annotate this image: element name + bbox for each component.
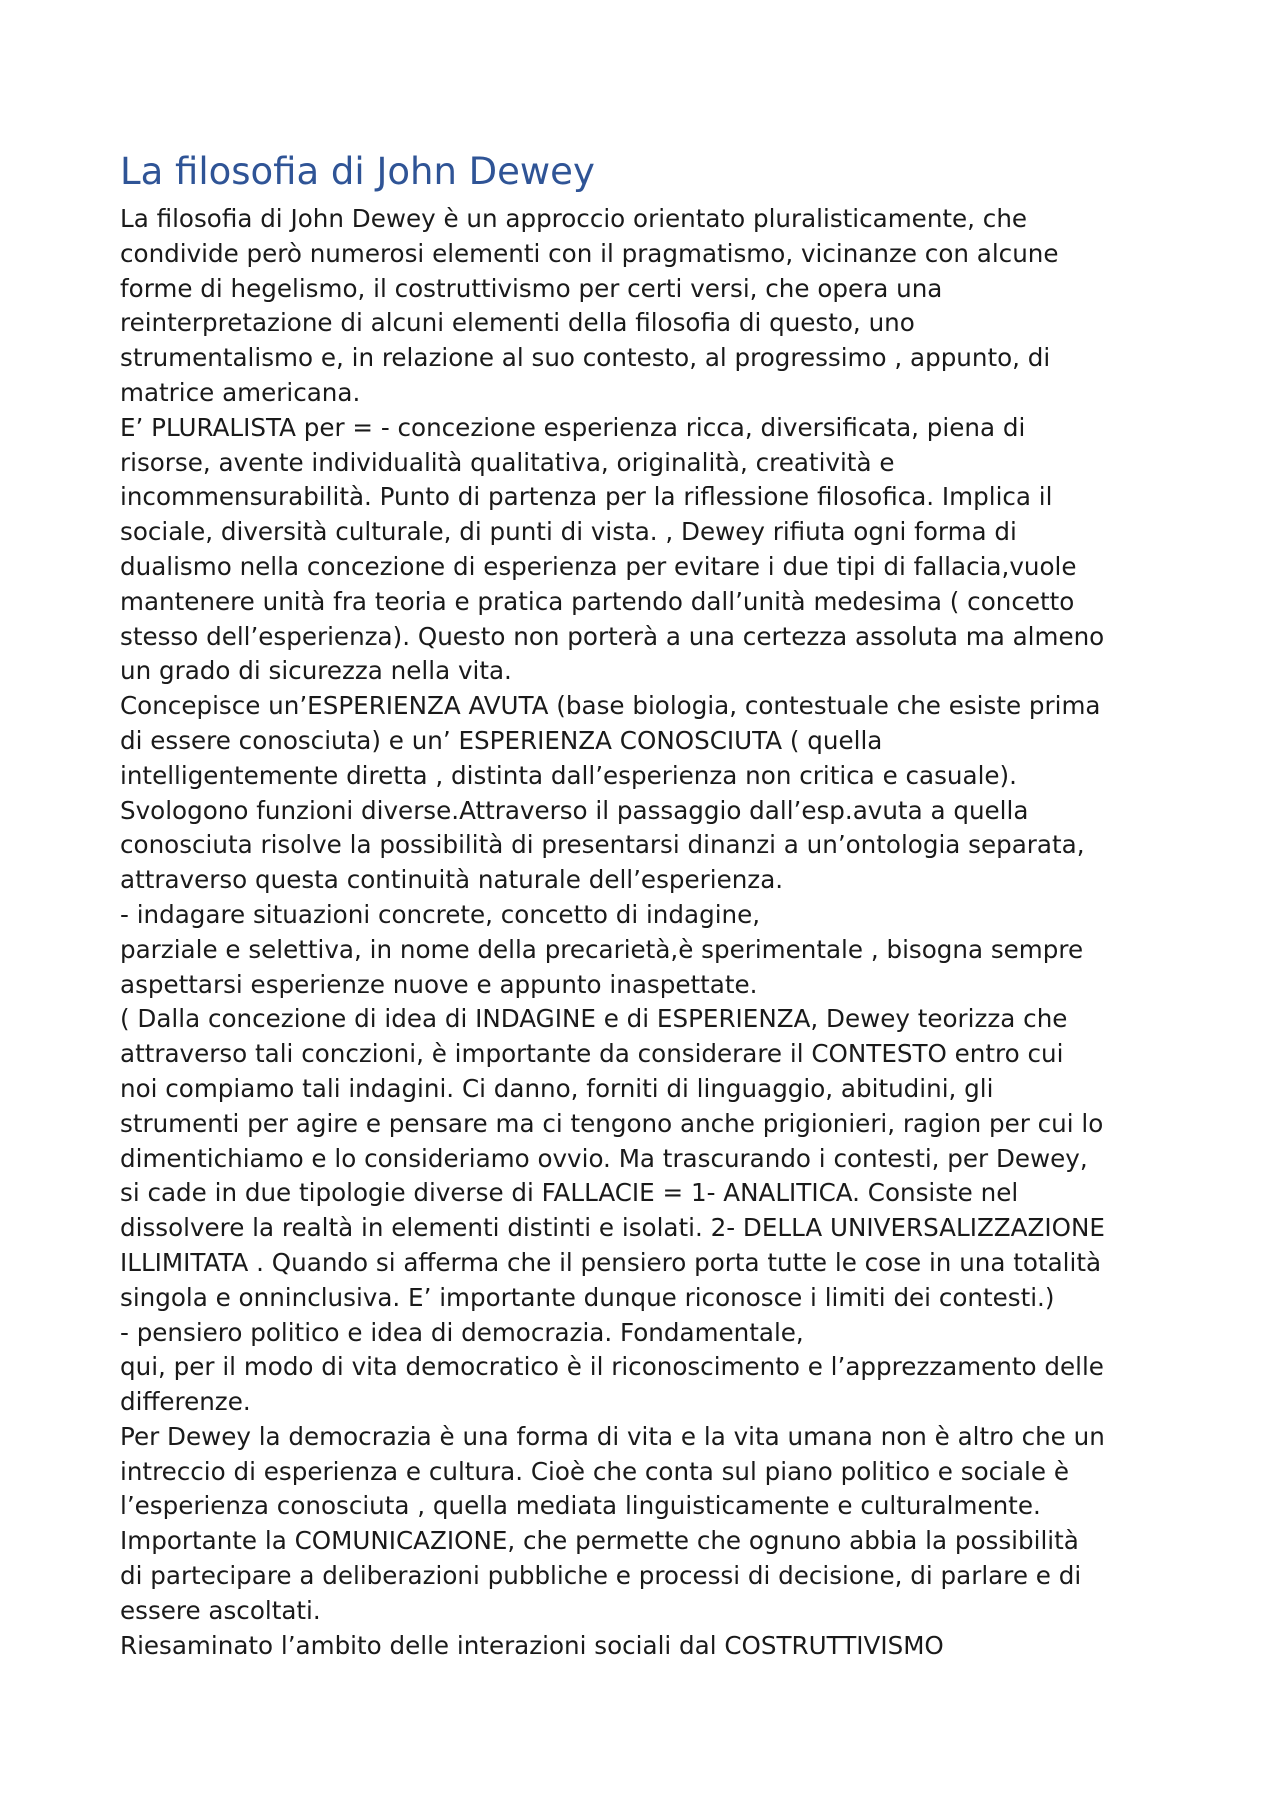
- paragraph-politico: - pensiero politico e idea di democrazia. Fondamentale, qui, per il modo di vita democratico è il riconoscimento e l’apprezzamento delle differenze.: [120, 1317, 1104, 1417]
- paragraph-pluralista: E’ PLURALISTA per = - concezione esperienza ricca, diversificata, piena di risorse, avente individualità qualitativa, originalità, creatività e incommensurabilità. Punto di partenza per la riflessione filosofica. Implica il sociale, diversità culturale, di punti di vista. , Dewey rifiuta ogni forma di dualismo nella concezione di esperienza per evitare i due tipi di fallacia,vuole mantenere unità fra teoria e pratica partendo dall’unità medesima ( concetto stesso dell’esperienza). Questo non porterà a una certezza assoluta ma almeno un grado di sicurezza nella vita.: [120, 412, 1105, 686]
- document-body: [120, 202, 1170, 1663]
- paragraph-esperienza: Concepisce un’ESPERIENZA AVUTA (base biologia, contestuale che esiste prima di essere conosciuta) e un’ ESPERIENZA CONOSCIUTA ( quella intelligentemente diretta , distinta dall’esperienza non critica e casuale). Svologono funzioni diverse.Attraverso il passaggio dall’esp.avuta a quella conosciuta risolve la possibilità di presentarsi dinanzi a un’ontologia separata, attraverso questa continuità naturale dell’esperienza.: [120, 691, 1101, 895]
- paragraph-costruttivismo: Riesaminato l’ambito delle interazioni sociali dal COSTRUTTIVISMO: [120, 1630, 944, 1660]
- paragraph-comunicazione: Importante la COMUNICAZIONE, che permette che ognuno abbia la possibilità di partecipare a deliberazioni pubbliche e processi di decisione, di parlare e di essere ascoltati.: [120, 1526, 1082, 1625]
- paragraph-intro: La filosofia di John Dewey è un approccio orientato pluralisticamente, che condivide però numerosi elementi con il pragmatismo, vicinanze con alcune forme di hegelismo, il costruttivismo per certi versi, che opera una reinterpretazione di alcuni elementi della filosofia di questo, uno strumentalismo e, in relazione al suo contesto, al progressimo , appunto, di matrice americana.: [120, 204, 1059, 407]
- paragraph-democrazia: Per Dewey la democrazia è una forma di vita e la vita umana non è altro che un intreccio di esperienza e cultura. Cioè che conta sul piano politico e sociale è l’esperienza conosciuta , quella mediata linguisticamente e culturalmente.: [120, 1421, 1105, 1521]
- paragraph-indagine: - indagare situazioni concrete, concetto di indagine, parziale e selettiva, in nome della precarietà,è sperimentale , bisogna sempre aspettarsi esperienze nuove e appunto inaspettate.: [120, 899, 1084, 999]
- document-title: La filosofia di John Dewey: [120, 150, 595, 193]
- document-page: [120, 148, 1170, 1663]
- paragraph-contesto: ( Dalla concezione di idea di INDAGINE e di ESPERIENZA, Dewey teorizza che attraverso tali conczioni, è importante da considerare il CONTESTO entro cui noi compiamo tali indagini. Ci danno, forniti di linguaggio, abitudini, gli strumenti per agire e pensare ma ci tengono anche prigionieri, ragion per cui lo dimentichiamo e lo consideriamo ovvio. Ma trascurando i contesti, per Dewey, si cade in due tipologie diverse di FALLACIE = 1- ANALITICA. Consiste nel dissolvere la realtà in elementi distinti e isolati. 2- DELLA UNIVERSALIZZAZIONE ILLIMITATA . Quando si afferma che il pensiero porta tutte le cose in una totalità singola e onninclusiva. E’ importante dunque riconosce i limiti dei contesti.): [120, 1004, 1105, 1312]
